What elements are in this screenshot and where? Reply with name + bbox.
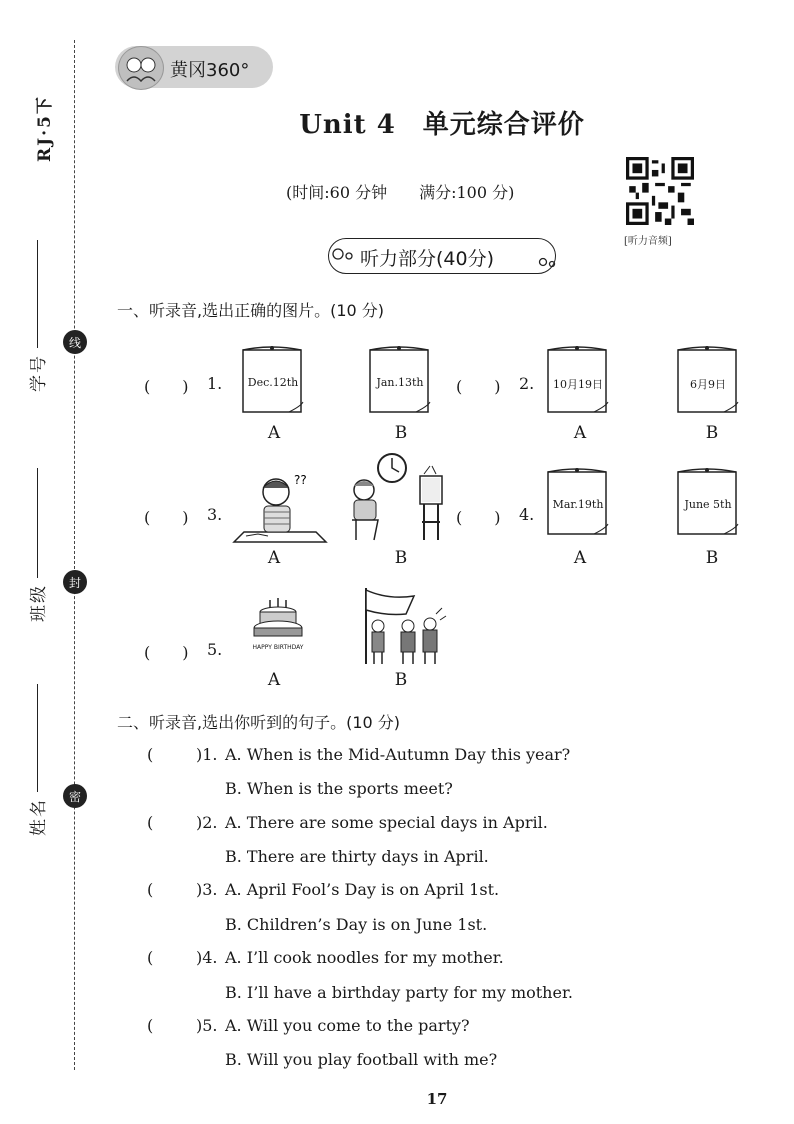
item-number: 1. bbox=[207, 374, 223, 393]
answer-blank[interactable]: ( bbox=[147, 880, 154, 899]
student-id-label: 学号 bbox=[29, 354, 49, 392]
bubble-decoration-icon bbox=[332, 247, 356, 261]
thinking-child-icon[interactable] bbox=[232, 470, 328, 544]
item-number: 4. bbox=[519, 505, 535, 524]
calendar-option-a[interactable] bbox=[546, 466, 610, 538]
answer-blank[interactable]: ( ) bbox=[144, 643, 189, 662]
part1-heading: 一、听录音,选出正确的图片。(10 分) bbox=[117, 301, 385, 320]
answer-blank[interactable]: ( ) bbox=[144, 377, 189, 396]
part2-heading: 二、听录音,选出你听到的句子。(10 分) bbox=[117, 713, 401, 732]
option-label-a: A bbox=[573, 548, 587, 568]
item-number: )3. bbox=[196, 880, 218, 899]
calendar-date: June 5th bbox=[684, 498, 732, 511]
brand-name: 黄冈360° bbox=[170, 60, 250, 81]
class-label: 班级 bbox=[29, 584, 49, 622]
item-number: )1. bbox=[196, 745, 218, 764]
option-label-b: B bbox=[394, 548, 408, 568]
name-label: 姓名 bbox=[29, 798, 49, 836]
option-label-b: B bbox=[394, 670, 408, 690]
calendar-date: 10月19日 bbox=[553, 378, 603, 391]
birthday-banner-text: HAPPY BIRTHDAY bbox=[252, 644, 304, 651]
answer-blank[interactable]: ( bbox=[147, 1016, 154, 1035]
calendar-date: Dec.12th bbox=[247, 376, 299, 389]
sentence-a: A. I’ll cook noodles for my mother. bbox=[225, 948, 504, 967]
sentence-b: B. Children’s Day is on June 1st. bbox=[225, 915, 488, 934]
bubble-decoration-icon bbox=[538, 254, 558, 268]
answer-blank[interactable]: ( bbox=[147, 813, 154, 832]
page-title: Unit 4 单元综合评价 bbox=[299, 110, 585, 140]
item-number: 2. bbox=[519, 374, 535, 393]
item-number: )4. bbox=[196, 948, 218, 967]
item-number: 3. bbox=[207, 505, 223, 524]
calendar-option-a[interactable] bbox=[546, 344, 610, 416]
sentence-b: B. I’ll have a birthday party for my mother. bbox=[225, 983, 573, 1002]
brand-logo-icon bbox=[118, 46, 164, 90]
calendar-date: 6月9日 bbox=[690, 378, 726, 391]
sentence-b: B. There are thirty days in April. bbox=[225, 847, 489, 866]
qr-caption: [听力音频] bbox=[624, 236, 672, 247]
child-watching-tv-icon[interactable] bbox=[344, 452, 448, 544]
sentence-a: A. There are some special days in April. bbox=[225, 813, 548, 832]
sentence-a: A. When is the Mid-Autumn Day this year? bbox=[225, 745, 571, 764]
calendar-option-b[interactable] bbox=[676, 344, 740, 416]
answer-blank[interactable]: ( bbox=[147, 948, 154, 967]
sentence-a: A. April Fool’s Day is on April 1st. bbox=[225, 880, 500, 899]
section-title: 听力部分(40分) bbox=[360, 248, 495, 270]
answer-blank[interactable]: ( ) bbox=[456, 377, 501, 396]
option-label-a: A bbox=[573, 423, 587, 443]
class-field[interactable] bbox=[37, 468, 38, 578]
flag-marchers-icon[interactable] bbox=[358, 586, 448, 666]
page-number: 17 bbox=[426, 1090, 448, 1108]
exam-time-score: (时间:60 分钟 满分:100 分) bbox=[286, 183, 515, 202]
calendar-date: Jan.13th bbox=[376, 376, 424, 389]
option-label-b: B bbox=[705, 423, 719, 443]
answer-blank[interactable]: ( bbox=[147, 745, 154, 764]
birthday-cake-icon bbox=[250, 596, 306, 640]
seal-mark-seal: 封 bbox=[63, 570, 87, 594]
birthday-cake-option-a[interactable] bbox=[250, 596, 306, 662]
edition-label: RJ·5下 bbox=[35, 95, 55, 162]
item-number: )5. bbox=[196, 1016, 218, 1035]
sentence-b: B. When is the sports meet? bbox=[225, 779, 453, 798]
answer-blank[interactable]: ( ) bbox=[456, 508, 501, 527]
seal-mark-line: 线 bbox=[63, 330, 87, 354]
calendar-date: Mar.19th bbox=[552, 498, 604, 511]
calendar-option-b[interactable] bbox=[368, 344, 432, 416]
option-label-a: A bbox=[267, 423, 281, 443]
student-id-field[interactable] bbox=[37, 240, 38, 348]
svg-text:??: ?? bbox=[294, 473, 307, 487]
option-label-a: A bbox=[267, 670, 281, 690]
option-label-a: A bbox=[267, 548, 281, 568]
item-number: 5. bbox=[207, 640, 223, 659]
option-label-b: B bbox=[705, 548, 719, 568]
option-label-b: B bbox=[394, 423, 408, 443]
seal-mark-dense: 密 bbox=[63, 784, 87, 808]
item-number: )2. bbox=[196, 813, 218, 832]
sentence-b: B. Will you play football with me? bbox=[225, 1050, 498, 1069]
binding-dashed-line bbox=[74, 40, 75, 1070]
name-field[interactable] bbox=[37, 684, 38, 792]
sentence-a: A. Will you come to the party? bbox=[225, 1016, 470, 1035]
calendar-option-a[interactable] bbox=[241, 344, 305, 416]
answer-blank[interactable]: ( ) bbox=[144, 508, 189, 527]
qr-code-icon[interactable] bbox=[626, 157, 694, 225]
calendar-option-b[interactable] bbox=[676, 466, 740, 538]
